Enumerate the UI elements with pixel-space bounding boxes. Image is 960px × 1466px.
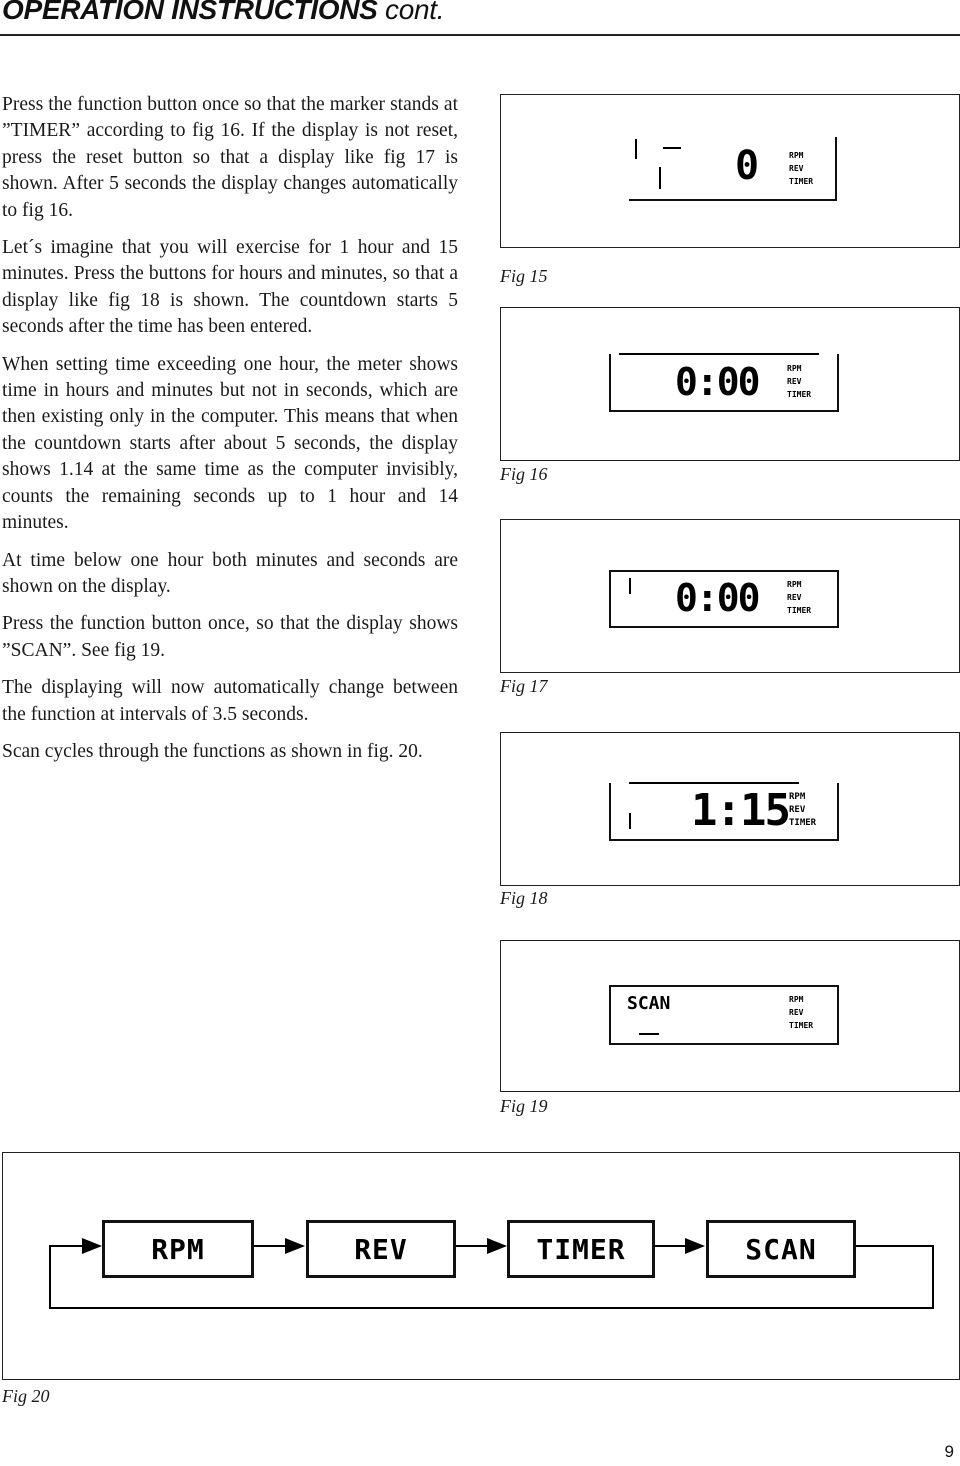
paragraph: At time below one hour both minutes and seconds are shown on the display. <box>2 549 458 597</box>
paragraph: Scan cycles through the functions as shown in fig. 20. <box>2 740 423 762</box>
paragraph: Press the function button once so that the marker stands at ”TIMER” according to fig 16. If the display is not reset, press the reset button so that a display like fig 17 is shown. After 5 seconds the display changes automatically to fig 16. <box>2 94 458 221</box>
lcd-value: 1:15 <box>691 785 789 836</box>
figure-17-caption: Fig 17 <box>500 676 548 696</box>
figure-15-caption: Fig 15 <box>500 266 548 286</box>
page-title-suffix: cont. <box>385 0 445 25</box>
flow-node-rev: REV <box>306 1220 456 1278</box>
lcd-value: 0:00 <box>675 576 759 620</box>
figure-19-caption: Fig 19 <box>500 1096 548 1116</box>
lcd-value: 0 <box>735 143 758 189</box>
lcd-labels: RPM REV TIMER <box>789 995 814 1030</box>
lcd-labels: RPM REV TIMER <box>789 151 814 186</box>
figure-18-caption: Fig 18 <box>500 888 548 908</box>
flow-node-rpm: RPM <box>102 1220 254 1278</box>
page-title-main: OPERATION INSTRUCTIONS <box>2 0 378 25</box>
paragraph: Let´s imagine that you will exercise for 1 hour and 15 minutes. Press the buttons for hours and minutes, so that a display like fig 18 is shown. The countdown starts 5 seconds after the time has been entered. <box>2 237 458 338</box>
lcd-labels: RPM REV TIMER <box>789 792 817 828</box>
lcd-value: SCAN <box>627 993 671 1014</box>
paragraph: When setting time exceeding one hour, the meter shows time in hours and minutes but not in seconds, which are then existing only in the computer. This means that when the countdown starts after about 5 seconds, the display shows 1.14 at the same time as the computer invisibly, counts the remaining seconds up to 1 hour and 14 minutes. <box>2 353 458 534</box>
figure-20-caption: Fig 20 <box>2 1386 50 1406</box>
lcd-value: 0:00 <box>675 360 759 404</box>
page-number: 9 <box>944 1442 954 1461</box>
lcd-labels: RPM REV TIMER <box>787 364 812 399</box>
paragraph: The displaying will now automatically change between the function at intervals of 3.5 seconds. <box>2 677 458 725</box>
flow-node-scan: SCAN <box>706 1220 856 1278</box>
figure-16-caption: Fig 16 <box>500 464 548 484</box>
flow-node-timer: TIMER <box>507 1220 655 1278</box>
lcd-labels: RPM REV TIMER <box>787 580 812 615</box>
paragraph: Press the function button once, so that the display shows ”SCAN”. See fig 19. <box>2 613 458 661</box>
